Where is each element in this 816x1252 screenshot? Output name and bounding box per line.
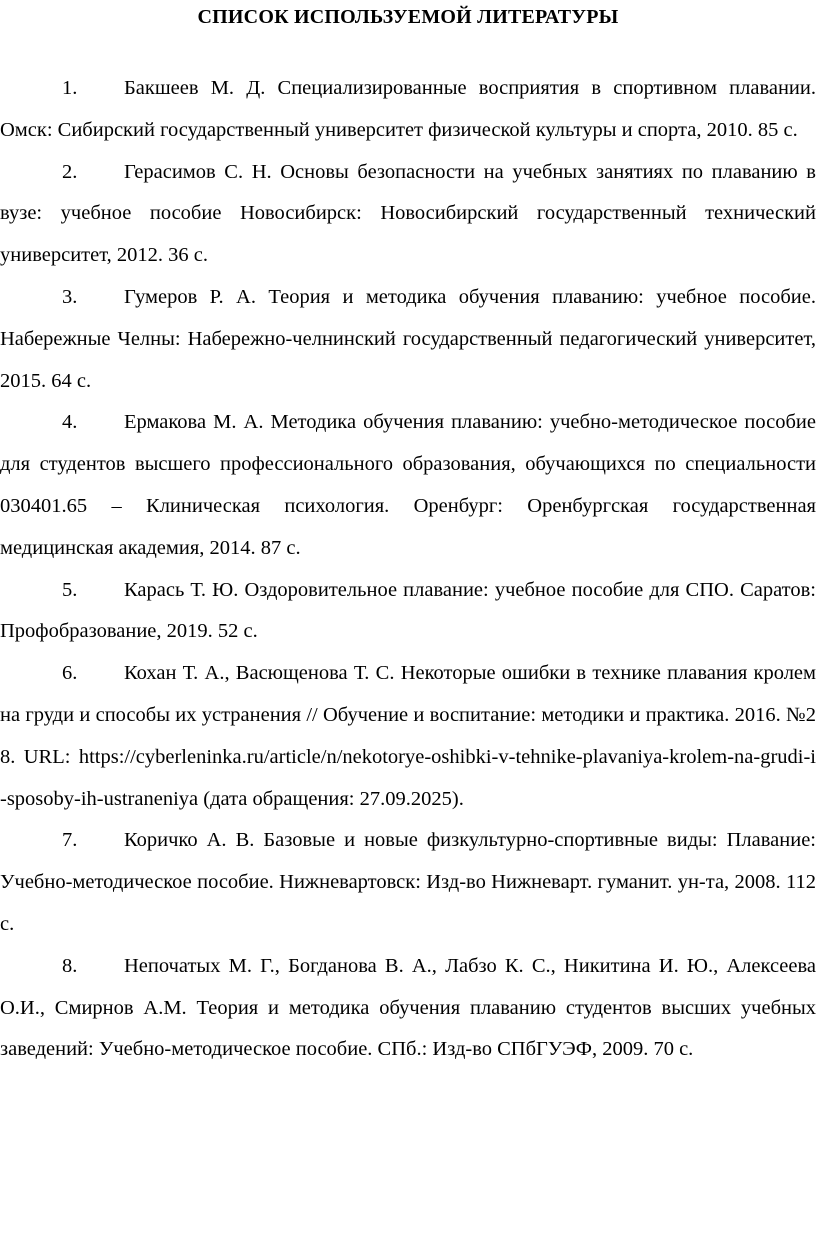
entry-text: Коричко А. В. Базовые и новые физкультурно-спортивные виды: Плавание: Учебно-методическое пособие. Нижневартовск: Изд-во Нижневарт. гуманит. ун-та, 2008. 112 с. xyxy=(0,829,816,935)
entry-number: 5. xyxy=(62,578,78,601)
entry-number: 4. xyxy=(62,411,78,434)
bibliography-list xyxy=(0,68,816,1071)
bibliography-entry-5 xyxy=(0,570,816,654)
entry-text: Карась Т. Ю. Оздоровительное плавание: учебное пособие для СПО. Саратов: Профобразование, 2019. 52 с. xyxy=(0,578,816,643)
entry-number: 6. xyxy=(62,662,78,685)
bibliography-entry-2 xyxy=(0,152,816,277)
entry-text: Ермакова М. А. Методика обучения плаванию: учебно-методическое пособие для студентов высшего профессионального образования, обучающихся по специальности 030401.65 – Клиническая психология. Оренбург: Оренбургская государственная медицинская академия, 2014. 87 с. xyxy=(0,411,816,559)
entry-text: Бакшеев М. Д. Специализированные восприятия в спортивном плавании. Омск: Сибирский государственный университет физической культуры и спорта, 2010. 85 с. xyxy=(0,77,816,141)
bibliography-entry-3 xyxy=(0,277,816,402)
entry-text: Кохан Т. А., Васющенова Т. С. Некоторые ошибки в технике плавания кролем на груди и способы их устранения // Обучение и воспитание: методики и практика. 2016. №28. URL: https://cyberleninka.ru/article/n/nekotorye-oshibki-v-tehnike-plavaniya-krolem-na-grudi-i-sposoby-ih-ustraneniya (дата обращения: 27.09.2025). xyxy=(0,662,816,810)
entry-number: 1. xyxy=(62,77,78,99)
page-title: СПИСОК ИСПОЛЬЗУЕМОЙ ЛИТЕРАТУРЫ xyxy=(197,6,619,28)
bibliography-entry-6 xyxy=(0,653,816,820)
entry-text: Непочатых М. Г., Богданова В. А., Лабзо К. С., Никитина И. Ю., Алексеева О.И., Смирнов А.М. Теория и методика обучения плаванию студентов высших учебных заведений: Учебно-методическое пособие. СПб.: Изд-во СПбГУЭФ, 2009. 70 с. xyxy=(0,954,816,1061)
entry-text: Гумеров Р. А. Теория и методика обучения плаванию: учебное пособие. Набережные Челны: Набережно-челнинский государственный педагогический университет, 2015. 64 с. xyxy=(0,285,816,392)
entry-number: 8. xyxy=(62,954,78,977)
entry-number: 3. xyxy=(62,285,78,308)
bibliography-entry-1 xyxy=(0,68,816,152)
bibliography-entry-8 xyxy=(0,946,816,1071)
entry-number: 2. xyxy=(62,160,78,183)
bibliography-entry-7 xyxy=(0,820,816,945)
bibliography-entry-4 xyxy=(0,402,816,569)
entry-number: 7. xyxy=(62,829,78,852)
entry-text: Герасимов С. Н. Основы безопасности на учебных занятиях по плаванию в вузе: учебное пособие Новосибирск: Новосибирский государственный технический университет, 2012. 36 с. xyxy=(0,160,816,267)
